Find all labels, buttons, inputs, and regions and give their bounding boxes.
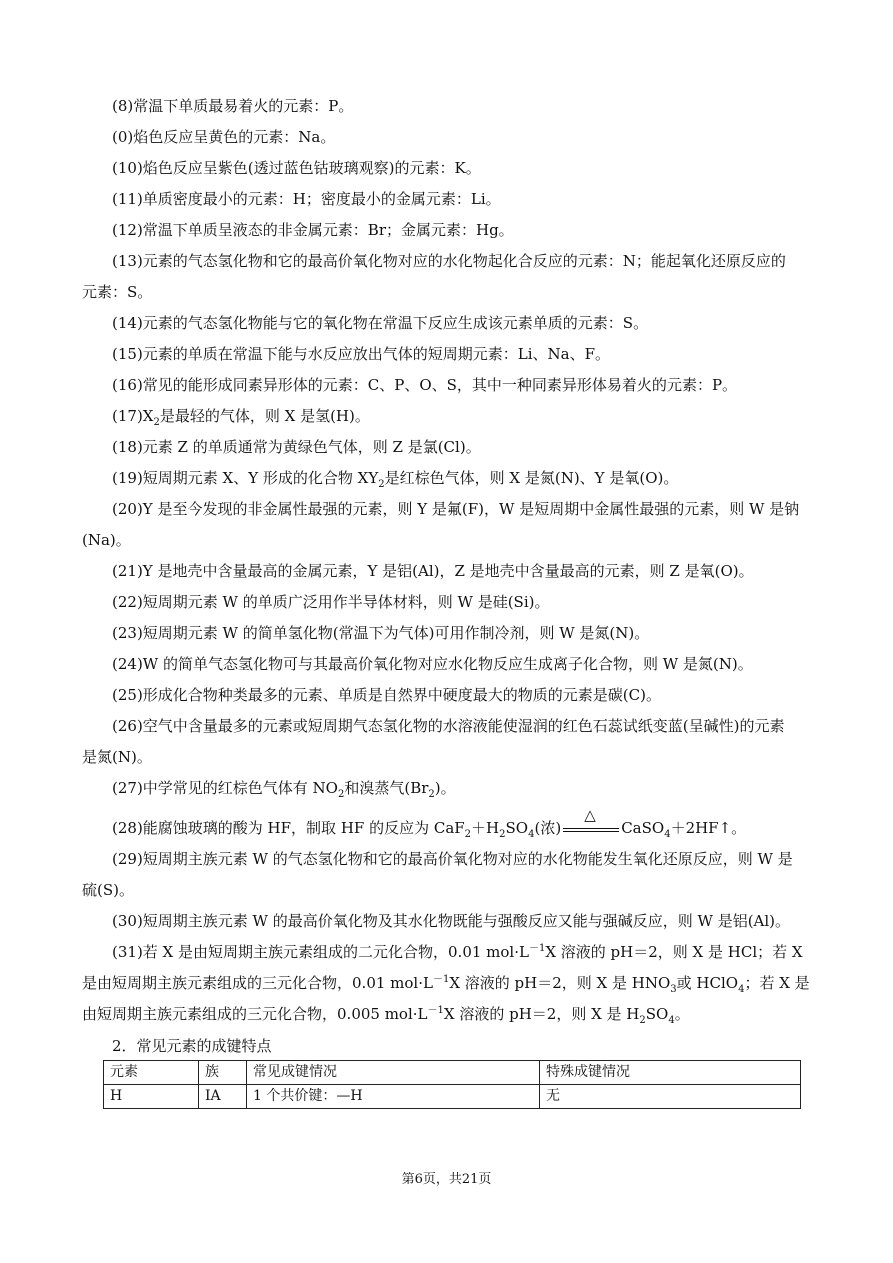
item-23: (23)短周期元素 W 的简单氢化物(常温下为气体)可用作制冷剂，则 W 是氮(N)。: [112, 624, 650, 642]
item-14: (14)元素的气态氢化物能与它的氧化物在常温下反应生成该元素单质的元素：S。: [112, 314, 649, 332]
page-footer: 第6页，共21页: [401, 1172, 492, 1187]
item-27: (27)中学常见的红棕色气体有 $NO_2$和溴蒸气$(Br_2)$。: [112, 779, 456, 800]
table-header-row: [104, 1061, 801, 1085]
item-25: (25)形成化合物种类最多的元素、单质是自然界中硬度最大的物质的元素是碳(C)。: [112, 686, 661, 704]
item-30: (30)短周期主族元素 W 的最高价氧化物及其水化物既能与强酸反应又能与强碱反应，则 W 是铝(Al)。: [112, 912, 791, 930]
table-header-cell: 元素: [104, 1061, 199, 1085]
item-20-line2: (Na)。: [82, 531, 131, 549]
item-28-equation: (28)能腐蚀玻璃的酸为 HF，制取 HF 的反应为 $CaF_2+H_2SO_4$(浓) △ CaSO$_4$＋2HF↑。: [82, 804, 814, 844]
bonding-table: [103, 1060, 801, 1109]
item-13-line1: (13)元素的气态氢化物和它的最高价氧化物对应的水化物起化合反应的元素：N；能起氧化还原反应的: [112, 252, 786, 270]
table-header-cell: 常见成键情况: [247, 1061, 540, 1085]
item-21: (21)Y 是地壳中含量最高的金属元素，Y 是铝(Al)，Z 是地壳中含量最高的元素，则 Z 是氧(O)。: [112, 562, 754, 580]
document-body: [82, 91, 814, 1075]
item-12: (12)常温下单质呈液态的非金属元素：Br；金属元素：Hg。: [112, 221, 514, 239]
item-26-line2: 是氮(N)。: [82, 748, 152, 766]
item-29-line1: (29)短周期主族元素 W 的气态氢化物和它的最高价氧化物对应的水化物能发生氧化还原反应，则 W 是: [112, 850, 793, 868]
reaction-arrow: [561, 806, 621, 839]
item-17: $(17)X_2$是最轻的气体，则 X 是氢(H)。: [112, 407, 370, 428]
item-13-line2: 元素：S。: [82, 283, 153, 301]
item-8: (8)常温下单质最易着火的元素：P。: [112, 97, 354, 115]
item-31-line3: 由短周期主族元素组成的三元化合物，0.005 $mol\cdot L^{-1}X$ 溶液的 pH＝2，则 X 是 $H_2SO_4$。: [82, 1005, 690, 1026]
item-29-line2: 硫(S)。: [82, 881, 134, 899]
table-row: [104, 1085, 801, 1109]
item-16: (16)常见的能形成同素异形体的元素：C、P、O、S，其中一种同素异形体易着火的元素：P。: [112, 376, 738, 394]
table-cell: 无: [540, 1085, 801, 1109]
item-24: (24)W 的简单气态氢化物可与其最高价氧化物对应水化物反应生成离子化合物，则 W 是氮(N)。: [112, 655, 753, 673]
item-10: (10)焰色反应呈紫色(透过蓝色钴玻璃观察)的元素：K。: [112, 159, 481, 177]
item-20-line1: (20)Y 是至今发现的非金属性最强的元素，则 Y 是氟(F)，W 是短周期中金属性最强的元素，则 W 是钠: [112, 500, 800, 518]
heat-condition-icon: △: [584, 806, 596, 824]
table-header-cell: 特殊成键情况: [540, 1061, 801, 1085]
item-26-line1: (26)空气中含量最多的元素或短周期气态氢化物的水溶液能使湿润的红色石蕊试纸变蓝(呈碱性)的元素: [112, 717, 785, 735]
section-title: 2．常见元素的成键特点: [112, 1037, 272, 1055]
item-22: (22)短周期元素 W 的单质广泛用作半导体材料，则 W 是硅(Si)。: [112, 593, 550, 611]
table-header-cell: 族: [199, 1061, 247, 1085]
item-15: (15)元素的单质在常温下能与水反应放出气体的短周期元素：Li、Na、F。: [112, 345, 611, 363]
table-cell: ⅠA: [199, 1085, 247, 1109]
item-31-line1: (31)若 X 是由短周期主族元素组成的二元化合物，0.01 $mol\cdot L^{-1}X$ 溶液的 pH＝2，则 X 是 HCl；若 X: [112, 943, 803, 961]
table-cell: H: [104, 1085, 199, 1109]
item-11: (11)单质密度最小的元素：H；密度最小的金属元素：Li。: [112, 190, 501, 208]
item-18: (18)元素 Z 的单质通常为黄绿色气体，则 Z 是氯(Cl)。: [112, 438, 481, 456]
item-19: (19)短周期元素 X、Y 形成的化合物 $XY_2$是红棕色气体，则 X 是氮(N)、Y 是氧(O)。: [112, 469, 679, 490]
table-cell: 1 个共价键：—H: [247, 1085, 540, 1109]
item-9: (0)焰色反应呈黄色的元素：Na。: [112, 128, 336, 146]
item-31-line2: 是由短周期主族元素组成的三元化合物，0.01 $mol\cdot L^{-1}X$ 溶液的 pH＝2，则 X 是 $HNO_3$或 HClO$_4$；若 X 是: [82, 974, 810, 995]
